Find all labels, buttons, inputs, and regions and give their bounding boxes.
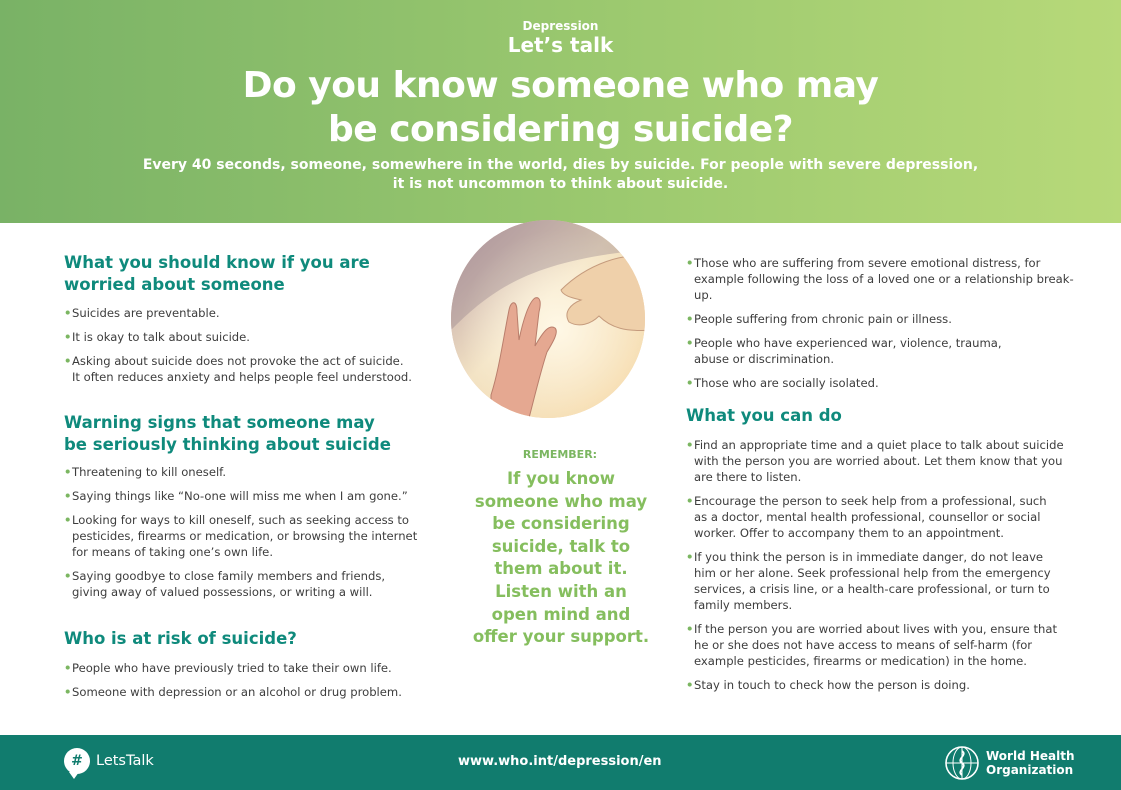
bullet-line: • Stay in touch to check how the person is doing. [694,678,970,692]
section-title-line: worried about someone [64,275,285,294]
bullet-line: he or she does not have access to means of self-harm (for [694,638,1033,652]
bullet-line: • People who have previously tried to take their own life. [72,661,392,675]
bullet-line: for means of taking one’s own life. [72,545,274,559]
bullet-item [64,329,434,345]
bullet-line: • Encourage the person to seek help from a professional, such [694,494,1047,508]
bullet-line: giving away of valued possessions, or writing a will. [72,585,373,599]
section-title-line: be seriously thinking about suicide [64,435,391,454]
reaching-hands-photo [451,220,645,418]
bullet-line: • Find an appropriate time and a quiet place to talk about suicide [694,438,1064,452]
hashtag-label: LetsTalk [96,753,154,769]
remember-message [468,468,654,649]
bullet-line: • If the person you are worried about lives with you, ensure that [694,622,1058,636]
remember-label: REMEMBER: [522,448,598,461]
bullet-item [64,568,434,600]
reaching-hands-illustration [451,220,645,418]
page-subtitle [0,156,1121,194]
remember-line: Listen with an [495,581,627,601]
bullet-line: are there to listen. [694,470,802,484]
who-emblem-icon [944,745,980,781]
know-section-title [64,252,370,296]
series-label: Depression [522,19,599,33]
title-line: be considering suicide? [327,109,794,150]
org-name-line: Organization [986,763,1074,777]
remember-line: be considering [492,514,630,534]
hashtag-speech-icon: # [64,748,90,774]
bullet-line: • Suicides are preventable. [72,306,220,320]
know-list [64,305,434,393]
remember-line: If you know [507,469,615,488]
who-name [986,749,1075,777]
bullet-item [686,255,1086,303]
bullet-line: • Those who are suffering from severe emotional distress, for [694,256,1041,270]
footer-bar [0,735,1121,790]
campaign-label: Let’s talk [507,33,614,57]
bullet-line: • People suffering from chronic pain or illness. [694,312,952,326]
risk-list-continued [686,255,1086,399]
bullet-line: worker. Offer to accompany them to an appointment. [694,526,1004,540]
bullet-item [64,464,434,480]
bullet-line: • It is okay to talk about suicide. [72,330,250,344]
bullet-item [64,305,434,321]
org-name-line: World Health [986,749,1075,763]
subtitle-line: it is not uncommon to think about suicide. [392,176,729,192]
bullet-line: It often reduces anxiety and helps people feel understood. [72,370,412,384]
bullet-line: example pesticides, firearms or medication) in the home. [694,654,1027,668]
subtitle-line: Every 40 seconds, someone, somewhere in the world, dies by suicide. For people with severe depression, [142,157,979,173]
bullet-line: • Saying things like “No-one will miss me when I am gone.” [72,489,408,503]
bullet-item [686,437,1086,485]
bullet-line: • Someone with depression or an alcohol or drug problem. [72,685,402,699]
what-you-can-do-list [686,437,1086,701]
bullet-item [64,353,434,385]
risk-section-title: Who is at risk of suicide? [64,629,297,648]
remember-line: suicide, talk to [491,536,631,556]
bullet-line: with the person you are worried about. Let them know that you [694,454,1063,468]
bullet-line: as a doctor, mental health professional, counsellor or social [694,510,1041,524]
what-you-can-do-title: What you can do [686,406,842,425]
bullet-line: family members. [694,598,793,612]
warning-list [64,464,434,608]
bullet-item [686,335,1086,367]
bullet-line: example following the loss of a loved one or a relationship break-up. [694,272,1074,302]
bullet-item [64,512,434,560]
risk-list [64,660,434,708]
bullet-line: • Those who are socially isolated. [694,376,879,390]
bullet-item [64,660,434,676]
warning-section-title [64,412,391,456]
header-banner [0,0,1121,223]
page-title [0,64,1121,152]
remember-line: them about it. [494,559,628,579]
section-title-line: Warning signs that someone may [64,413,375,432]
bullet-item [686,549,1086,613]
bullet-item [64,684,434,700]
bullet-item [686,677,1086,693]
bullet-line: • People who have experienced war, violence, trauma, [694,336,1002,350]
bullet-line: him or her alone. Seek professional help from the emergency [694,566,1051,580]
bullet-line: • Threatening to kill oneself. [72,465,227,479]
bullet-line: • If you think the person is in immediate danger, do not leave [694,550,1044,564]
bullet-line: • Looking for ways to kill oneself, such as seeking access to [72,513,410,527]
bullet-item [686,493,1086,541]
bullet-item [686,621,1086,669]
remember-line: offer your support. [472,627,650,647]
bullet-item [686,311,1086,327]
bullet-line: abuse or discrimination. [694,352,835,366]
bullet-line: • Saying goodbye to close family members and friends, [72,569,386,583]
remember-line: someone who may [474,491,648,511]
bullet-item [64,488,434,504]
bullet-line: services, a crisis line, or a health-care professional, or turn to [694,582,1050,596]
bullet-item [686,375,1086,391]
title-line: Do you know someone who may [242,65,879,106]
website-link[interactable]: www.who.int/depression/en [458,754,662,769]
remember-line: open mind and [491,604,631,624]
section-title-line: What you should know if you are [64,253,370,272]
bullet-line: • Asking about suicide does not provoke the act of suicide. [72,354,404,368]
bullet-line: pesticides, firearms or medication, or browsing the internet [72,529,418,543]
